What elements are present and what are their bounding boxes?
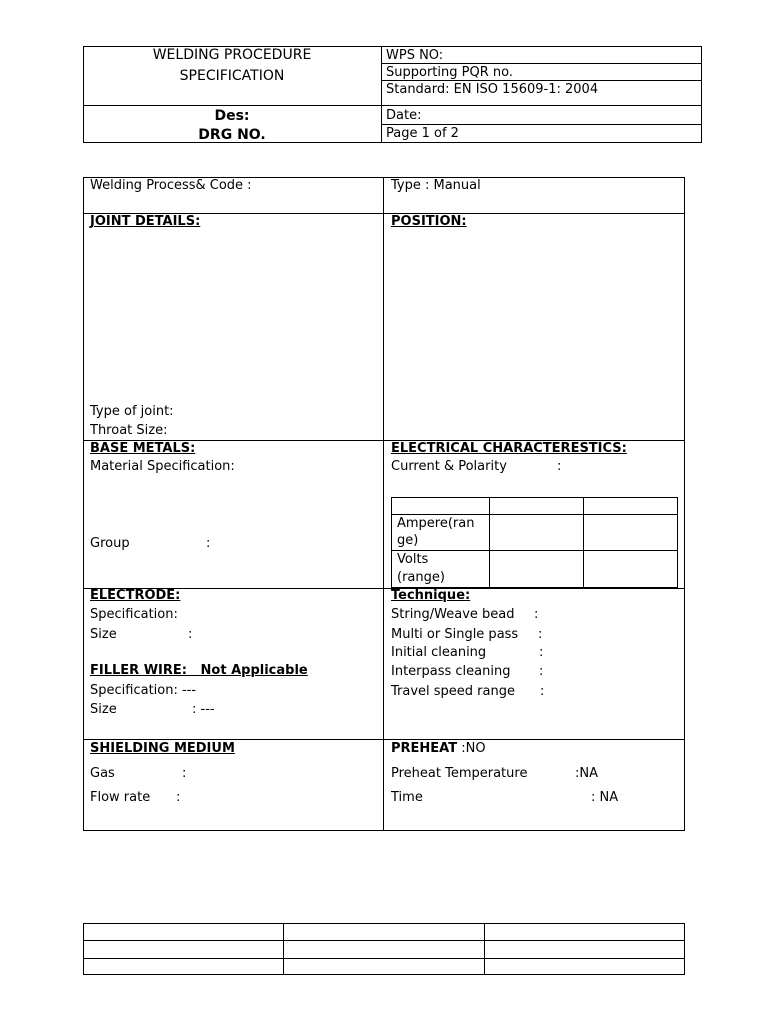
signature-table-row-1	[83, 940, 685, 941]
base-metals-heading: BASE METALS:	[90, 441, 196, 456]
filler-wire-heading: FILLER WIRE: Not Applicable	[90, 663, 308, 678]
volts-label-1: Volts	[397, 552, 429, 567]
string-weave-field: String/Weave bead	[391, 607, 515, 622]
flow-rate-colon: :	[176, 790, 181, 805]
shielding-medium-heading: SHIELDING MEDIUM	[90, 741, 235, 756]
electrode-heading: ELECTRODE:	[90, 588, 181, 603]
filler-spec-field: Specification: ---	[90, 683, 197, 698]
interpass-cleaning-field: Interpass cleaning	[391, 664, 511, 679]
group-label: Group	[90, 536, 130, 551]
header-divider	[381, 46, 382, 143]
interpass-cleaning-colon: :	[539, 664, 544, 679]
main-divider	[383, 177, 384, 831]
electrical-table-col-1	[489, 497, 490, 588]
type-of-joint-field: Type of joint:	[90, 404, 174, 419]
initial-cleaning-field: Initial cleaning	[391, 645, 487, 660]
document-title-line-2: SPECIFICATION	[179, 68, 285, 84]
string-weave-colon: :	[534, 607, 539, 622]
time-value: : NA	[591, 790, 619, 805]
signature-table-col-1	[283, 923, 284, 975]
flow-rate-label: Flow rate	[90, 790, 151, 805]
document-title-line-1: WELDING PROCEDURE	[152, 47, 312, 63]
time-label: Time	[391, 790, 423, 805]
preheat-label: PREHEAT	[391, 741, 458, 756]
ampere-label-1: Ampere(ran	[397, 516, 475, 531]
volts-label-2: (range)	[397, 570, 445, 585]
material-spec-field: Material Specification:	[90, 459, 235, 474]
throat-size-field: Throat Size:	[90, 423, 168, 438]
joint-details-heading: JOINT DETAILS:	[90, 214, 201, 229]
multi-single-field: Multi or Single pass	[391, 627, 519, 642]
drg-no-label: DRG NO.	[198, 127, 266, 143]
group-colon: :	[206, 536, 211, 551]
electrode-size-colon: :	[188, 627, 193, 642]
travel-speed-colon: :	[540, 684, 545, 699]
type-field: Type : Manual	[391, 178, 481, 193]
standard-field: Standard: EN ISO 15609-1: 2004	[386, 82, 599, 97]
travel-speed-field: Travel speed range	[391, 684, 515, 699]
signature-table-row-2	[83, 958, 685, 959]
preheat-temp-label: Preheat Temperature	[391, 766, 528, 781]
signature-table-col-2	[484, 923, 485, 975]
preheat-temp-value: :NA	[575, 766, 598, 781]
filler-size-label: Size	[90, 702, 117, 717]
current-polarity-field: Current & Polarity	[391, 459, 507, 474]
wps-no-field: WPS NO:	[386, 48, 444, 63]
pqr-no-field: Supporting PQR no.	[386, 65, 513, 80]
electrode-size-label: Size	[90, 627, 117, 642]
gas-colon: :	[182, 766, 187, 781]
multi-single-colon: :	[538, 627, 543, 642]
preheat-value: :NO	[461, 741, 486, 756]
position-heading: POSITION:	[391, 214, 467, 229]
initial-cleaning-colon: :	[539, 645, 544, 660]
gas-label: Gas	[90, 766, 115, 781]
des-label: Des:	[214, 108, 250, 124]
preheat-row	[391, 740, 486, 757]
electrode-spec-field: Specification:	[90, 607, 178, 622]
welding-process-field: Welding Process& Code :	[90, 178, 252, 193]
electrical-heading: ELECTRICAL CHARACTERESTICS:	[391, 441, 627, 456]
page-number: Page 1 of 2	[386, 126, 459, 141]
ampere-label-2: ge)	[397, 533, 419, 548]
electrical-table-row-2	[391, 550, 678, 551]
signature-table	[83, 923, 685, 975]
electrical-table-col-2	[583, 497, 584, 588]
current-polarity-colon: :	[557, 459, 562, 474]
technique-heading: Technique:	[391, 588, 471, 603]
date-field: Date:	[386, 108, 422, 123]
filler-size-value: : ---	[192, 702, 215, 717]
